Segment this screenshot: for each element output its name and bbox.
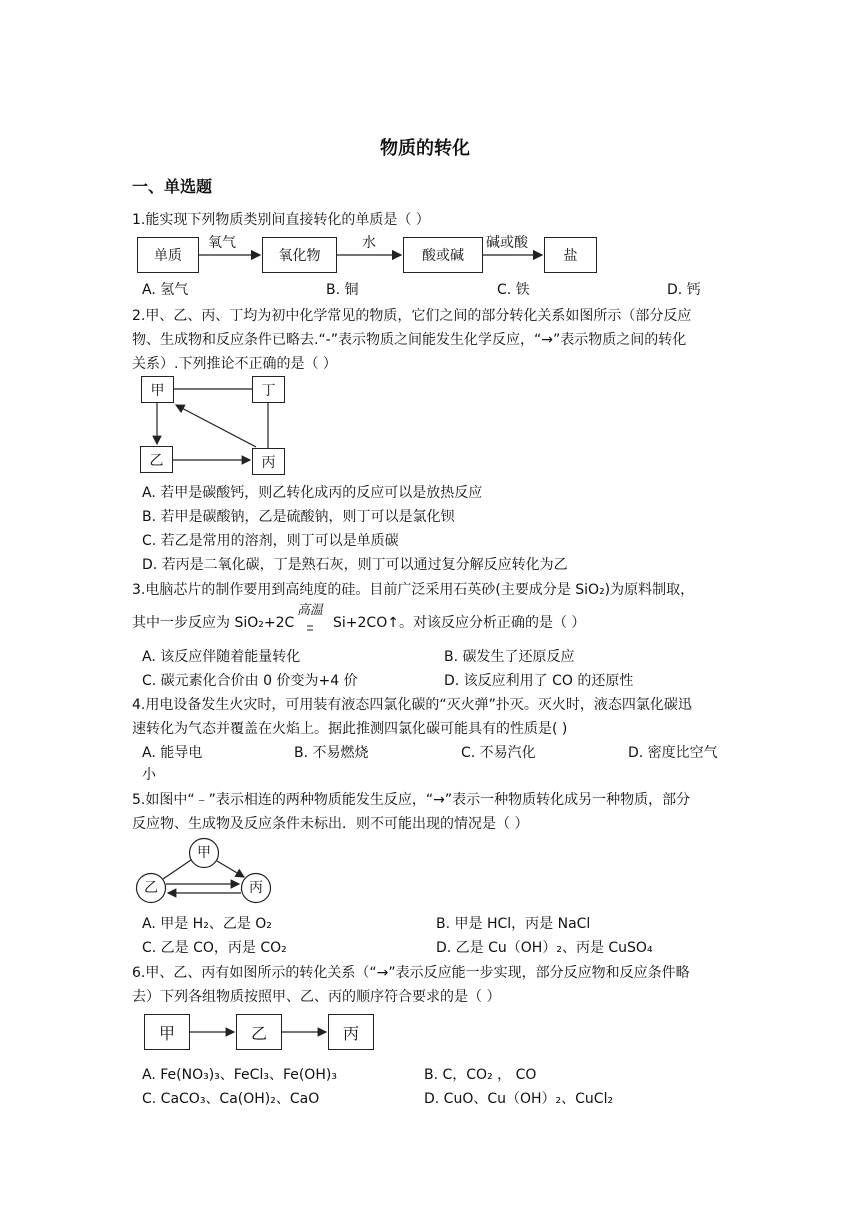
- q2-option-b: B. 若甲是碳酸钠，乙是硫酸钠，则丁可以是氯化钡: [142, 509, 455, 525]
- q4-stem-line1: 4.用电设备发生火灾时，可用装有液态四氯化碳的“灭火弹”扑灭。灭火时，液态四氯化碳迅: [132, 697, 692, 713]
- q6-stem-line1: 6.甲、乙、丙有如图所示的转化关系（“→”表示反应能一步实现，部分反应物和反应条件略: [132, 965, 690, 981]
- q2-option-c: C. 若乙是常用的溶剂，则丁可以是单质碳: [142, 533, 399, 549]
- q3-stem-line1: 3.电脑芯片的制作要用到高纯度的硅。目前广泛采用石英砂(主要成分是 SiO₂)为原料制取，: [132, 582, 695, 598]
- q2-stem-line1: 2.甲、乙、丙、丁均为初中化学常见的物质，它们之间的部分转化关系如图所示（部分反应: [132, 308, 692, 324]
- q6-option-c: C. CaCO₃、Ca(OH)₂、CaO: [142, 1091, 320, 1107]
- q6-option-b: B. C，CO₂ ， CO: [424, 1067, 537, 1083]
- q5-node-bing: 丙: [249, 880, 263, 896]
- q1-option-c: C. 铁: [497, 282, 530, 298]
- q4-option-a: A. 能导电: [142, 745, 203, 761]
- q1-box-element: 单质: [137, 237, 199, 273]
- q5-stem-line1: 5.如图中“﹣”表示相连的两种物质能发生反应，“→”表示一种物质转化成另一种物质，部分: [132, 792, 691, 808]
- q3-reaction-condition: 高温: [297, 603, 324, 618]
- q2-box-bing: 丙: [252, 448, 285, 475]
- q3-option-d: D. 该反应利用了 CO 的还原性: [444, 673, 634, 689]
- q1-option-d: D. 钙: [667, 282, 701, 298]
- q3-stem-line2b: Si+2CO↑。对该反应分析正确的是（ ）: [333, 615, 586, 631]
- q4-stem-line2: 速转化为气态并覆盖在火焰上。据此推测四氯化碳可能具有的性质是( ): [132, 721, 568, 737]
- page-title: 物质的转化: [380, 138, 470, 159]
- q2-box-yi: 乙: [140, 446, 173, 473]
- q5-stem-line2: 反应物、生成物及反应条件未标出．则不可能出现的情况是（ ）: [132, 816, 529, 832]
- q1-option-b: B. 铜: [326, 282, 359, 298]
- q4-option-c: C. 不易汽化: [461, 745, 536, 761]
- section-heading: 一、单选题: [132, 177, 213, 196]
- q3-stem-line2a: 其中一步反应为 SiO₂+2C: [132, 615, 295, 631]
- q2-stem-line3: 关系）.下列推论不正确的是（ ）: [132, 356, 337, 372]
- q4-option-b: B. 不易燃烧: [294, 745, 369, 761]
- q3-option-b: B. 碳发生了还原反应: [444, 649, 575, 665]
- q1-box-salt: 盐: [544, 237, 597, 273]
- q1-arrow-label-base-acid: 碱或酸: [486, 235, 528, 251]
- q2-box-jia: 甲: [141, 376, 174, 403]
- q5-option-b: B. 甲是 HCl，丙是 NaCl: [436, 916, 591, 932]
- q1-box-acid-base: 酸或碱: [403, 237, 483, 273]
- q5-node-jia: 甲: [197, 845, 211, 861]
- q1-option-a: A. 氢气: [142, 282, 189, 298]
- q6-box-bing: 丙: [328, 1014, 374, 1050]
- q4-option-d-wrap: 小: [142, 767, 156, 783]
- q1-arrow-label-water: 水: [362, 235, 376, 251]
- q3-option-a: A. 该反应伴随着能量转化: [142, 649, 301, 665]
- q6-option-d: D. CuO、Cu（OH）₂、CuCl₂: [424, 1091, 614, 1107]
- q6-option-a: A. Fe(NO₃)₃、FeCl₃、Fe(OH)₃: [142, 1067, 337, 1083]
- q1-box-oxide: 氧化物: [262, 237, 337, 273]
- q5-option-a: A. 甲是 H₂、乙是 O₂: [142, 916, 272, 932]
- q4-option-d: D. 密度比空气: [628, 745, 718, 761]
- q1-stem: 1.能实现下列物质类别间直接转化的单质是（ ）: [132, 212, 430, 228]
- q5-option-d: D. 乙是 Cu（OH）₂、丙是 CuSO₄: [436, 940, 653, 956]
- q6-box-yi: 乙: [236, 1014, 282, 1050]
- q6-box-jia: 甲: [144, 1014, 190, 1050]
- q5-node-yi: 乙: [144, 880, 158, 896]
- q5-option-c: C. 乙是 CO，丙是 CO₂: [142, 940, 287, 956]
- q2-stem-line2: 物、生成物和反应条件已略去.“-”表示物质之间能发生化学反应，“→”表示物质之间的转化: [132, 332, 687, 348]
- q6-stem-line2: 去）下列各组物质按照甲、乙、丙的顺序符合要求的是（ ）: [132, 989, 501, 1005]
- q2-box-ding: 丁: [252, 376, 285, 403]
- q1-arrow-label-oxygen: 氧气: [208, 235, 236, 251]
- q3-option-c: C. 碳元素化合价由 0 价变为+4 价: [142, 673, 358, 689]
- q2-option-d: D. 若丙是二氧化碳，丁是熟石灰，则丁可以通过复分解反应转化为乙: [142, 557, 568, 573]
- q2-option-a: A. 若甲是碳酸钙，则乙转化成丙的反应可以是放热反应: [142, 485, 483, 501]
